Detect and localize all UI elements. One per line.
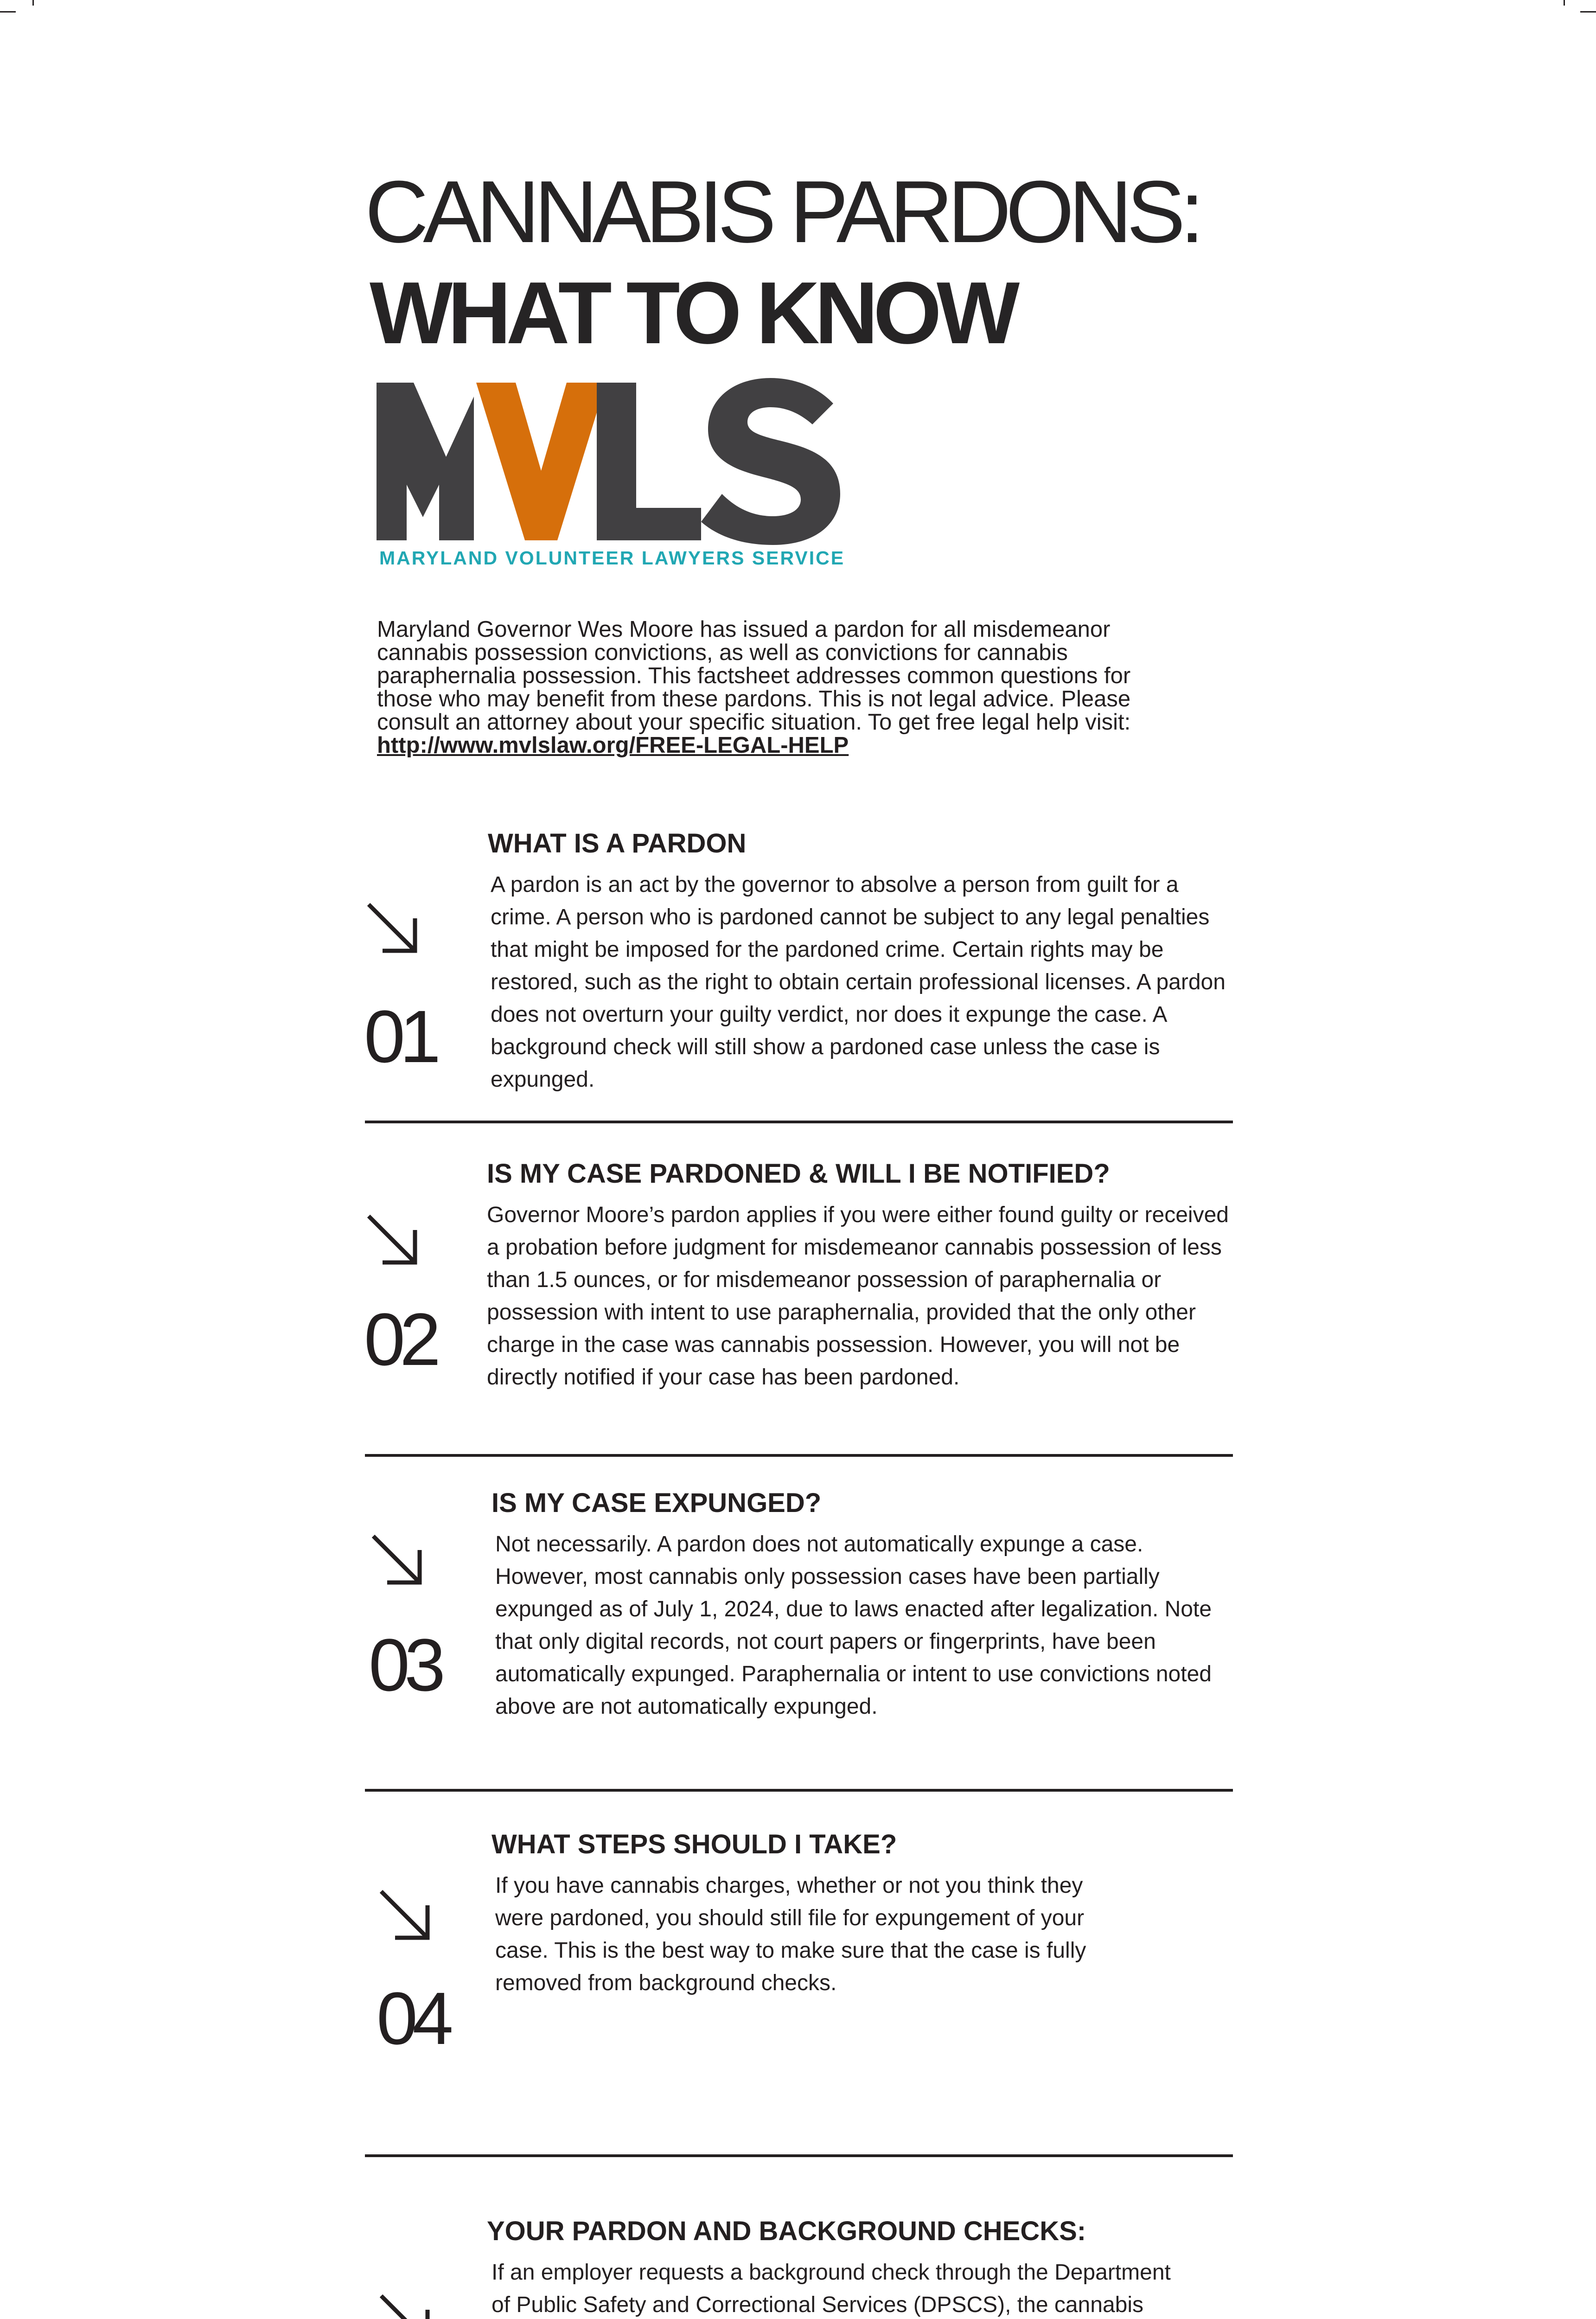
- intro-paragraph: [377, 618, 1175, 757]
- logo-letter-m: [377, 383, 474, 540]
- logo-tagline: MARYLAND VOLUNTEER LAWYERS SERVICE: [379, 547, 845, 569]
- section-01-number: 01: [364, 995, 435, 1078]
- section-divider: [365, 1789, 1233, 1792]
- crop-mark-top-right-v: [1564, 0, 1565, 6]
- logo-letter-v: [476, 383, 606, 540]
- crop-mark-top-left-v: [32, 0, 34, 6]
- section-02-number: 02: [364, 1298, 435, 1381]
- logo-letter-l: [597, 383, 701, 540]
- section-03-number: 03: [369, 1623, 440, 1706]
- section-04-heading: WHAT STEPS SHOULD I TAKE?: [492, 1829, 897, 1859]
- logo-letter-s: [701, 378, 840, 545]
- section-divider: [365, 1121, 1233, 1123]
- section-04-body: If you have cannabis charges, whether or not you think they were pardoned, you should still file for expungement of your case. This is the best way to make sure that the case is fully removed from background checks.: [495, 1873, 1086, 1995]
- section-02-body: Governor Moore’s pardon applies if you were either found guilty or received a probation before judgment for misdemeanor cannabis possession of less than 1.5 ounces, or for misdemeanor possession of paraphernalia or possession with intent to use paraphernalia, provided that the only other charge in the case was cannabis possession. However, you will not be directly notified if your case has been pardoned.: [487, 1203, 1229, 1390]
- section-05-body: If an employer requests a background check through the Department of Public Safety and Correctional Services (DPSCS), the cannabis: [492, 2260, 1171, 2317]
- section-03-body: Not necessarily. A pardon does not automatically expunge a case. However, most cannabis only possession cases have been partially expunged as of July 1, 2024, due to laws enacted after legalization. Note that only digital records, not court papers or fingerprints, have been automatically expunged. Paraphernalia or intent to use convictions noted above are not automatically expunged.: [495, 1532, 1212, 1719]
- arrow-down-right-icon: [377, 2291, 432, 2319]
- section-02-heading: IS MY CASE PARDONED & WILL I BE NOTIFIED?: [487, 1159, 1110, 1189]
- crop-mark-top-right: [1580, 11, 1596, 13]
- page-title-line1: CANNABIS PARDONS:: [365, 163, 1199, 261]
- crop-mark-top-left: [0, 11, 16, 13]
- arrow-down-right-icon: [364, 1211, 420, 1267]
- free-legal-help-link[interactable]: http://www.mvlslaw.org/FREE-LEGAL-HELP: [377, 733, 849, 758]
- mvls-logo: [377, 378, 845, 573]
- section-03-heading: IS MY CASE EXPUNGED?: [492, 1488, 822, 1518]
- section-04-number: 04: [377, 1977, 448, 2060]
- section-divider: [365, 1454, 1233, 1457]
- arrow-down-right-icon: [364, 900, 420, 955]
- arrow-down-right-icon: [369, 1531, 424, 1587]
- intro-text: Maryland Governor Wes Moore has issued a pardon for all misdemeanor cannabis possession convictions, as well as convictions for cannabis paraphernalia possession. This factsheet addresses common questions for those who may benefit from these pardons. This is not legal advice. Please consult an attorney about your specific situation. To get free legal help visit:: [377, 617, 1131, 735]
- section-divider: [365, 2154, 1233, 2157]
- section-01-heading: WHAT IS A PARDON: [488, 828, 747, 858]
- page-title-line2: WHAT TO KNOW: [370, 264, 1015, 362]
- arrow-down-right-icon: [377, 1887, 432, 1942]
- section-01-body: A pardon is an act by the governor to absolve a person from guilt for a crime. A person who is pardoned cannot be subject to any legal penalties that might be imposed for the pardoned crime. Certain rights may be restored, such as the right to obtain certain professional licenses. A pardon does not overturn your guilty verdict, nor does it expunge the case. A background check will still show a pardoned case unless the case is expunged.: [491, 872, 1226, 1092]
- section-05-heading: YOUR PARDON AND BACKGROUND CHECKS:: [487, 2216, 1086, 2246]
